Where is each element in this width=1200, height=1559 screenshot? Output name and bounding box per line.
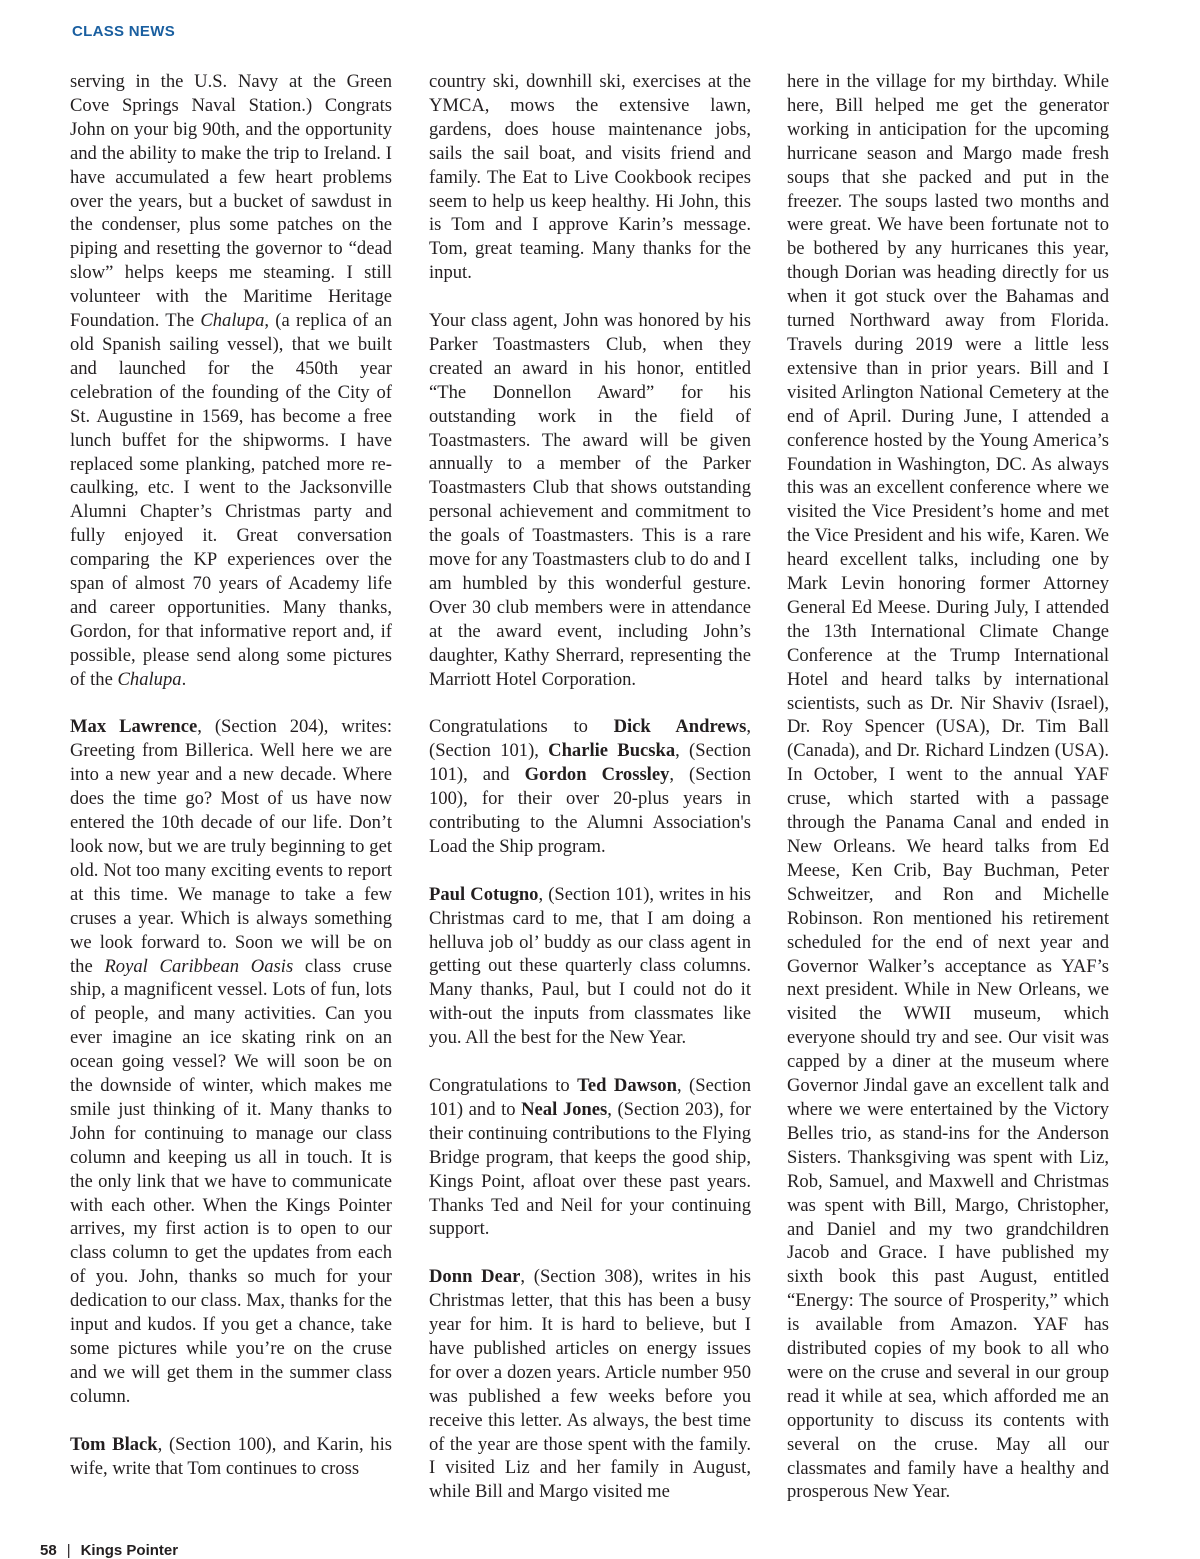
paragraph-load-the-ship: Congratulations to Dick Andrews, (Section 101), Charlie Bucska, (Section 101), and Gordon Crossley, (Section 100), for their over 20-plus years in contributing to the Alumni Association's Load the Ship program.: [429, 716, 752, 857]
publication-name: Kings Pointer: [80, 1542, 179, 1559]
paragraph-gordon-continued: serving in the U.S. Navy at the Green Cove Springs Naval Station.) Congrats John on your big 90th, and the opportunity and the ability to make the trip to Ireland. I have accumulated a few heart problems over the years, but a bucket of sawdust in the condenser, plus some patches on the piping and resetting the governor to “dead slow” helps keeps me steaming. I still volunteer with the Maritime Heritage Foundation. The Chalupa, (a replica of an old Spanish sailing vessel), that we built and launched for the 450th year celebration of the founding of the City of St. Augustine in 1569, has become a free lunch buffet for the shipworms. I have replaced some planking, patched more re-caulking, etc. I went to the Jacksonville Alumni Chapter’s Christmas party and fully enjoyed it. Great conversation comparing the KP experiences over the span of almost 70 years of Academy life and career opportunities. Many thanks, Gordon, for that informative report and, if possible, please send along some pictures of the Chalupa.: [70, 71, 392, 690]
classmate-name: Paul Cotugno: [429, 883, 539, 905]
classmate-name: Ted Dawson: [577, 1075, 677, 1096]
paragraph-donn-dear: Donn Dear, (Section 308), writes in his Christmas letter, that this has been a busy year for him. It is hard to believe, but I have published articles on energy issues for over a dozen years. Article number 950 was published a few weeks before you receive this letter. As always, the best time of the year are those spent with the family. I visited Liz and her family in August, while Bill and Margo visited me: [429, 1266, 751, 1503]
column-2: [429, 70, 751, 1504]
classmate-name: Donn Dear: [429, 1266, 521, 1288]
classmate-name: Gordon Crossley: [524, 764, 670, 786]
page-footer: [40, 1542, 178, 1559]
paragraph-tom-black: Tom Black, (Section 100), and Karin, his wife, write that Tom continues to cross: [70, 1433, 392, 1479]
classmate-name: Dick Andrews: [613, 716, 747, 738]
paragraph-tom-black-continued: country ski, downhill ski, exercises at the YMCA, mows the extensive lawn, gardens, does house maintenance jobs, sails the sail boat, and visits friend and family. The Eat to Live Cookbook recipes seem to help us keep healthy. Hi John, this is Tom and I approve Karin’s message. Tom, great teaming. Many thanks for the input.: [429, 71, 751, 284]
column-3: [787, 70, 1109, 1504]
paragraph-donn-dear-continued: here in the village for my birthday. While here, Bill helped me get the generator working in anticipation for the upcoming hurricane season and Margo made fresh soups that she packed and put in the freezer. The soups lasted two months and were great. We have been fortunate not to be bothered by any hurricanes this year, though Dorian was heading directly for us when it got stuck over the Bahamas and turned Northward away from Florida. Travels during 2019 were a little less extensive than in prior years. Bill and I visited Arlington National Cemetery at the end of April. During June, I attended a conference hosted by the Young America’s Foundation in Washington, DC. As always this was an excellent conference where we visited the Vice President’s home and met the Vice President and his wife, Karen. We heard excellent talks, including one by Mark Levin honoring former Attorney General Ed Meese. During July, I attended the 13th International Climate Change Conference at the Trump International Hotel and heard talks by international scientists, such as Dr. Nir Shaviv (Israel), Dr. Roy Spencer (USA), Dr. Tim Ball (Canada), and Dr. Richard Lindzen (USA). In October, I went to the annual YAF cruse, which started with a passage through the Panama Canal and ended in New Orleans. We heard talks from Ed Meese, Ken Crib, Bay Buchman, Peter Schweitzer, and Ron and Michelle Robinson. Ron mentioned his retirement scheduled for the end of next year and Governor Walker’s acceptance as YAF’s next president. While in New Orleans, we visited the WWII museum, which everyone should try and see. Our visit was capped by a diner at the museum where Governor Jindal gave an excellent talk and where we were entertained by the Victory Belles trio, as stand-ins for the Anderson Sisters. Thanksgiving was spent with Liz, Rob, Samuel, and Maxwell and Christmas was spent with Bill, Margo, Christopher, and Daniel and my two grandchildren Jacob and Grace. I have published my sixth book this past August, entitled “Energy: The source of Prosperity,” which is available from Amazon. YAF has distributed copies of my book to all who were on the cruse and several in our group read it while at sea, which afforded me an opportunity to discuss its contents with several on the cruse. May all our classmates and family have a healthy and prosperous New Year.: [787, 71, 1109, 1503]
classmate-name: Neal Jones: [521, 1098, 608, 1120]
column-1: [70, 70, 392, 1480]
paragraph-donnellon-award: Your class agent, John was honored by his Parker Toastmasters Club, when they created an award in his honor, entitled “The Donnellon Award” for his outstanding work in the field of Toastmasters. The award will be given annually to a member of the Parker Toastmasters Club that shows outstanding personal achievement and commitment to the goals of Toastmasters. This is a rare move for any Toastmasters club to do and I am humbled by this wonderful gesture. Over 30 club members were in attendance at the award event, including John’s daughter, Kathy Sherrard, representing the Marriott Hotel Corporation.: [429, 310, 751, 690]
paragraph-paul-cotugno: Paul Cotugno, (Section 101), writes in his Christmas card to me, that I am doing a helluva job ol’ buddy as our class agent in getting out these quarterly class columns. Many thanks, Paul, but I could not do it with-out the inputs from classmates like you. All the best for the New Year.: [429, 883, 751, 1049]
paragraph-max-lawrence: Max Lawrence, (Section 204), writes: Greeting from Billerica. Well here we are into a new year and a new decade. Where does the time go? Most of us have now entered the 10th decade of our life. Don’t look now, but we are truly beginning to get old. Not too many exciting events to report at this time. We manage to take a few cruses a year. Which is always something we look forward to. Soon we will be on the Royal Caribbean Oasis class cruse ship, a magnificent vessel. Lots of fun, lots of people, and many activities. Can you ever imagine an ice skating rink on an ocean going vessel? We will soon be on the downside of winter, which makes me smile just thinking of it. Many thanks to John for continuing to manage our class column and keeping us all in touch. It is the only link that we have to communicate with each other. When the Kings Pointer arrives, my first action is to open to our class column to get the updates from each of you. John, thanks so much for your dedication to our class. Max, thanks for the input and kudos. If you get a chance, take some pictures while you’re on the cruse and we will get them in the summer class column.: [70, 716, 393, 1407]
classmate-name: Max Lawrence: [70, 716, 198, 738]
paragraph-flying-bridge: Congratulations to Ted Dawson, (Section 101) and to Neal Jones, (Section 203), for their continuing contributions to the Flying Bridge program, that keeps the good ship, Kings Point, afloat over these past years. Thanks Ted and Neil for your continuing support.: [429, 1075, 752, 1240]
classmate-name: Tom Black: [70, 1433, 158, 1455]
ship-name: Chalupa: [200, 310, 265, 332]
ship-name: Chalupa: [117, 668, 182, 690]
ship-name: Royal Caribbean Oasis: [104, 955, 294, 977]
section-header: CLASS NEWS: [72, 23, 176, 40]
page-number: 58: [40, 1542, 57, 1559]
classmate-name: Charlie Bucska: [548, 740, 676, 762]
footer-separator: |: [66, 1542, 71, 1559]
